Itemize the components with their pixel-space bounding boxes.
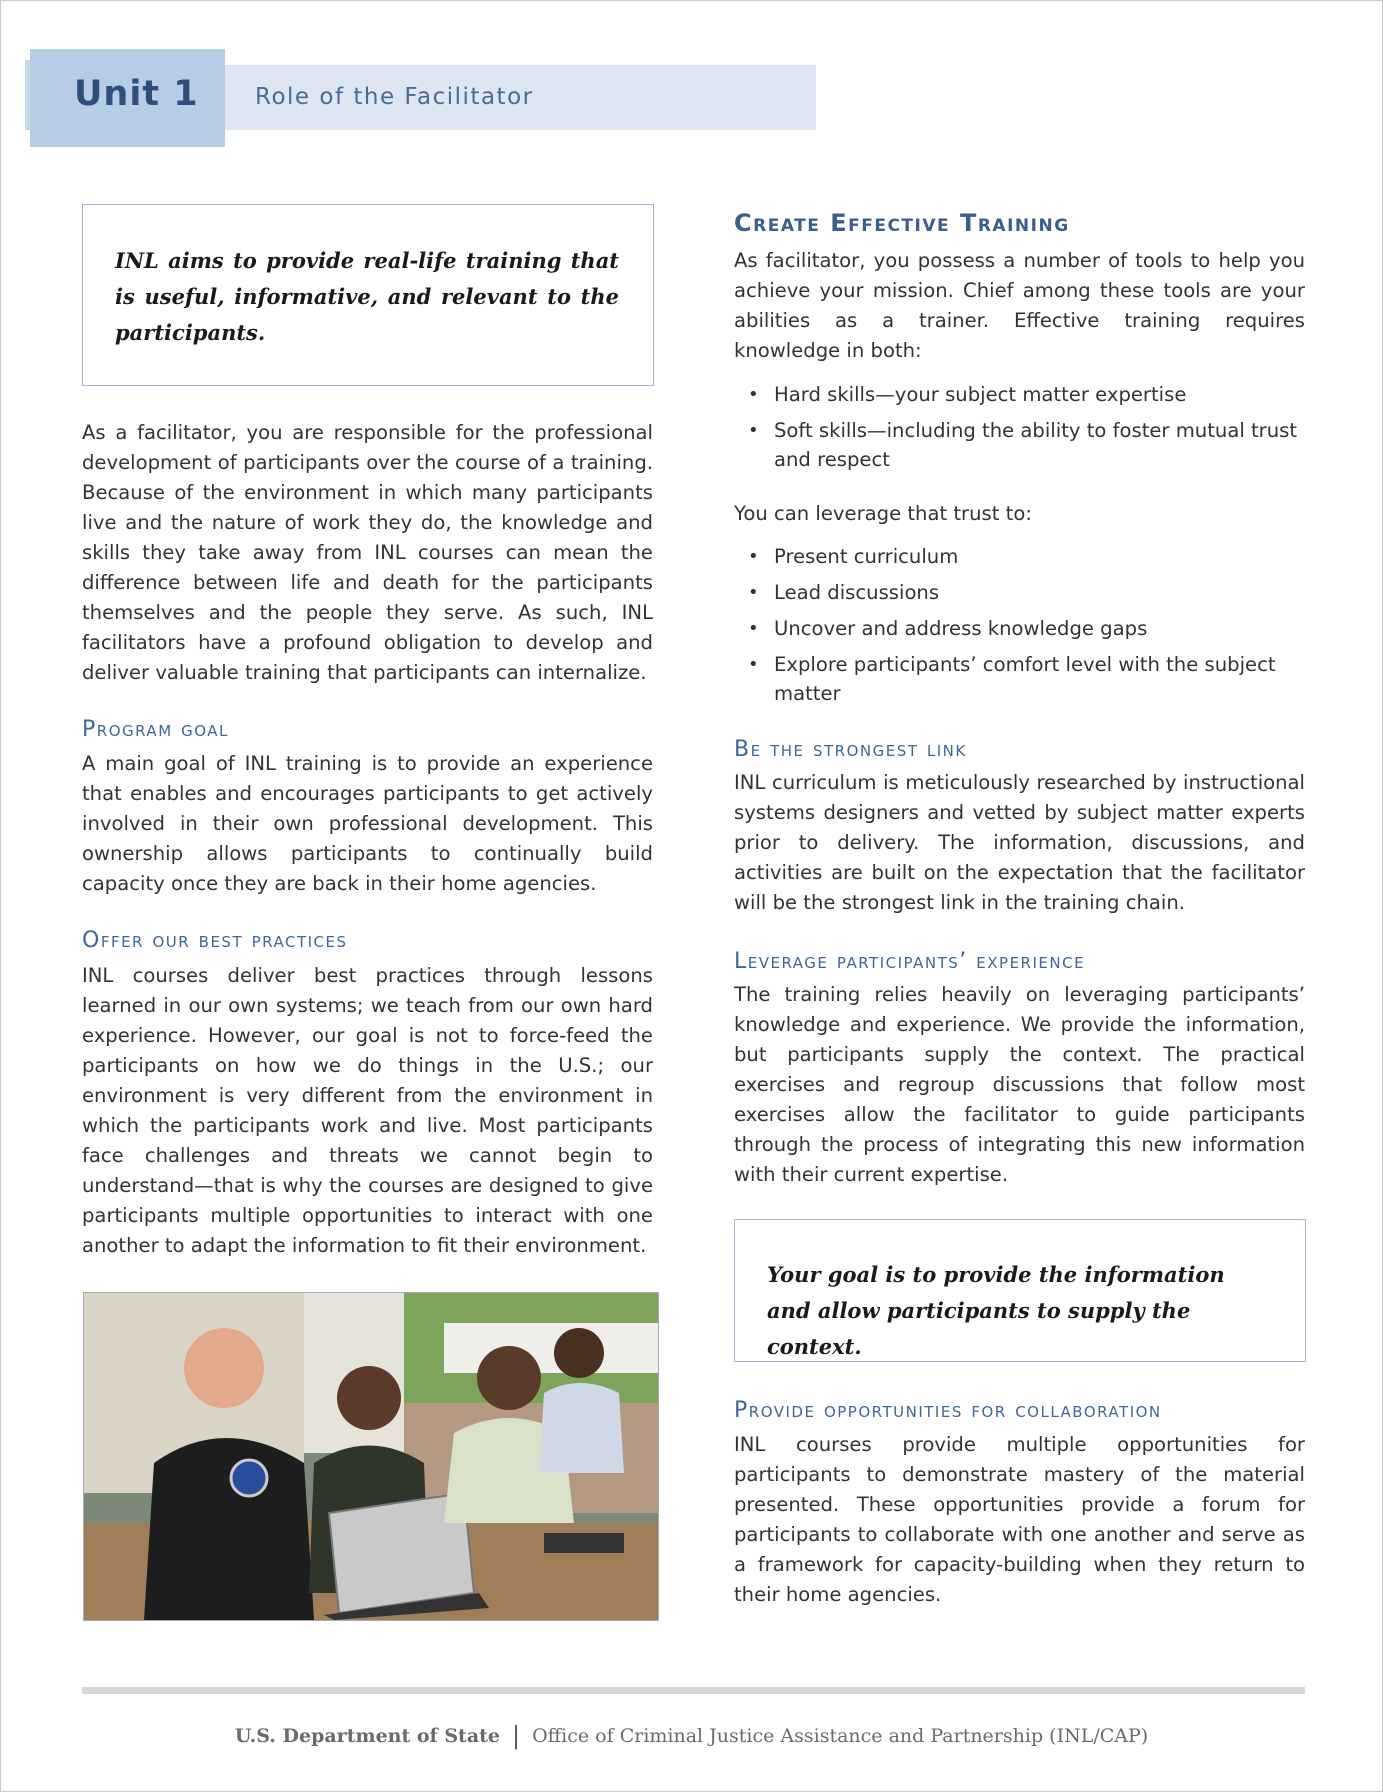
collaboration-paragraph: INL courses provide multiple opportunities for participants to demonstrate mastery of the material presented. These opportunities provide a forum for participants to collaborate with one another and serve as a framework for capacity-building when they return to their home agencies. — [734, 1433, 1305, 1606]
program-goal-heading: Program goal — [82, 717, 229, 742]
list-item: • Present curriculum — [734, 542, 1305, 571]
right-callout-text: Your goal is to provide the information and allow participants to supply the context. — [767, 1262, 1225, 1359]
leverage-list — [734, 542, 1305, 715]
footer-separator: | — [512, 1722, 521, 1750]
list-item: • Uncover and address knowledge gaps — [734, 614, 1305, 643]
leverage-intro: You can leverage that trust to: — [734, 502, 1032, 525]
footer-office: Office of Criminal Justice Assistance and Partnership (INL/CAP) — [532, 1725, 1149, 1747]
list-item: • Lead discussions — [734, 578, 1305, 607]
create-training-heading: Create Effective Training — [734, 209, 1070, 237]
leverage-experience-heading: Leverage participants’ experience — [734, 949, 1086, 974]
left-callout-box — [82, 204, 654, 386]
skills-list — [734, 380, 1305, 481]
footer-department: U.S. Department of State — [234, 1725, 501, 1747]
create-training-paragraph: As facilitator, you possess a number of tools to help you achieve your mission. Chief among these tools are your abilities as a trainer. Effective training requires knowledge in both: — [734, 249, 1305, 362]
best-practices-heading: Offer our best practices — [82, 928, 348, 953]
list-item: • Explore participants’ comfort level with the subject matter — [734, 650, 1305, 708]
leverage-experience-paragraph: The training relies heavily on leveraging participants’ knowledge and experience. We provide the information, but participants supply the context. The practical exercises and regroup discussions that follow most exercises allow the facilitator to guide participants through the process of integrating this new information with their current expertise. — [734, 983, 1305, 1186]
footer — [0, 1722, 1383, 1750]
left-callout-text: INL aims to provide real-life training that is useful, informative, and relevant to the participants. — [115, 248, 619, 345]
strongest-link-paragraph: INL curriculum is meticulously researched by instructional systems designers and vetted by subject matter experts prior to delivery. The information, discussions, and activities are built on the expectation that the facilitator will be the strongest link in the training chain. — [734, 771, 1305, 914]
strongest-link-heading: Be the strongest link — [734, 737, 967, 762]
right-callout-box — [734, 1219, 1306, 1362]
program-goal-paragraph: A main goal of INL training is to provide an experience that enables and encourages participants to get actively involved in their own professional development. This ownership allows participants to continually build capacity once they are back in their home agencies. — [82, 752, 653, 895]
best-practices-paragraph: INL courses deliver best practices through lessons learned in our own systems; we teach from our own hard experience. However, our goal is not to force-feed the participants on how we do things in the U.S.; our environment is very different from the environment in which the participants work and live. Most participants face challenges and threats we cannot begin to understand—that is why the courses are designed to give participants multiple opportunities to interact with one another to adapt the information to fit their environment. — [82, 964, 653, 1257]
training-photo — [83, 1292, 659, 1621]
unit-label: Unit 1 — [74, 74, 199, 114]
unit-title: Role of the Facilitator — [255, 84, 534, 110]
collaboration-heading: Provide opportunities for collaboration — [734, 1398, 1162, 1423]
list-item: • Hard skills—your subject matter expertise — [734, 380, 1305, 409]
intro-paragraph: As a facilitator, you are responsible for the professional development of participants over the course of a training. Because of the environment in which many participants live and the nature of work they do, the knowledge and skills they take away from INL courses can mean the difference between life and death for the participants themselves and the people they serve. As such, INL facilitators have a profound obligation to develop and deliver valuable training that participants can internalize. — [82, 421, 653, 684]
list-item: • Soft skills—including the ability to foster mutual trust and respect — [734, 416, 1305, 474]
training-photo-illustration — [84, 1293, 658, 1620]
footer-rule — [82, 1687, 1305, 1694]
